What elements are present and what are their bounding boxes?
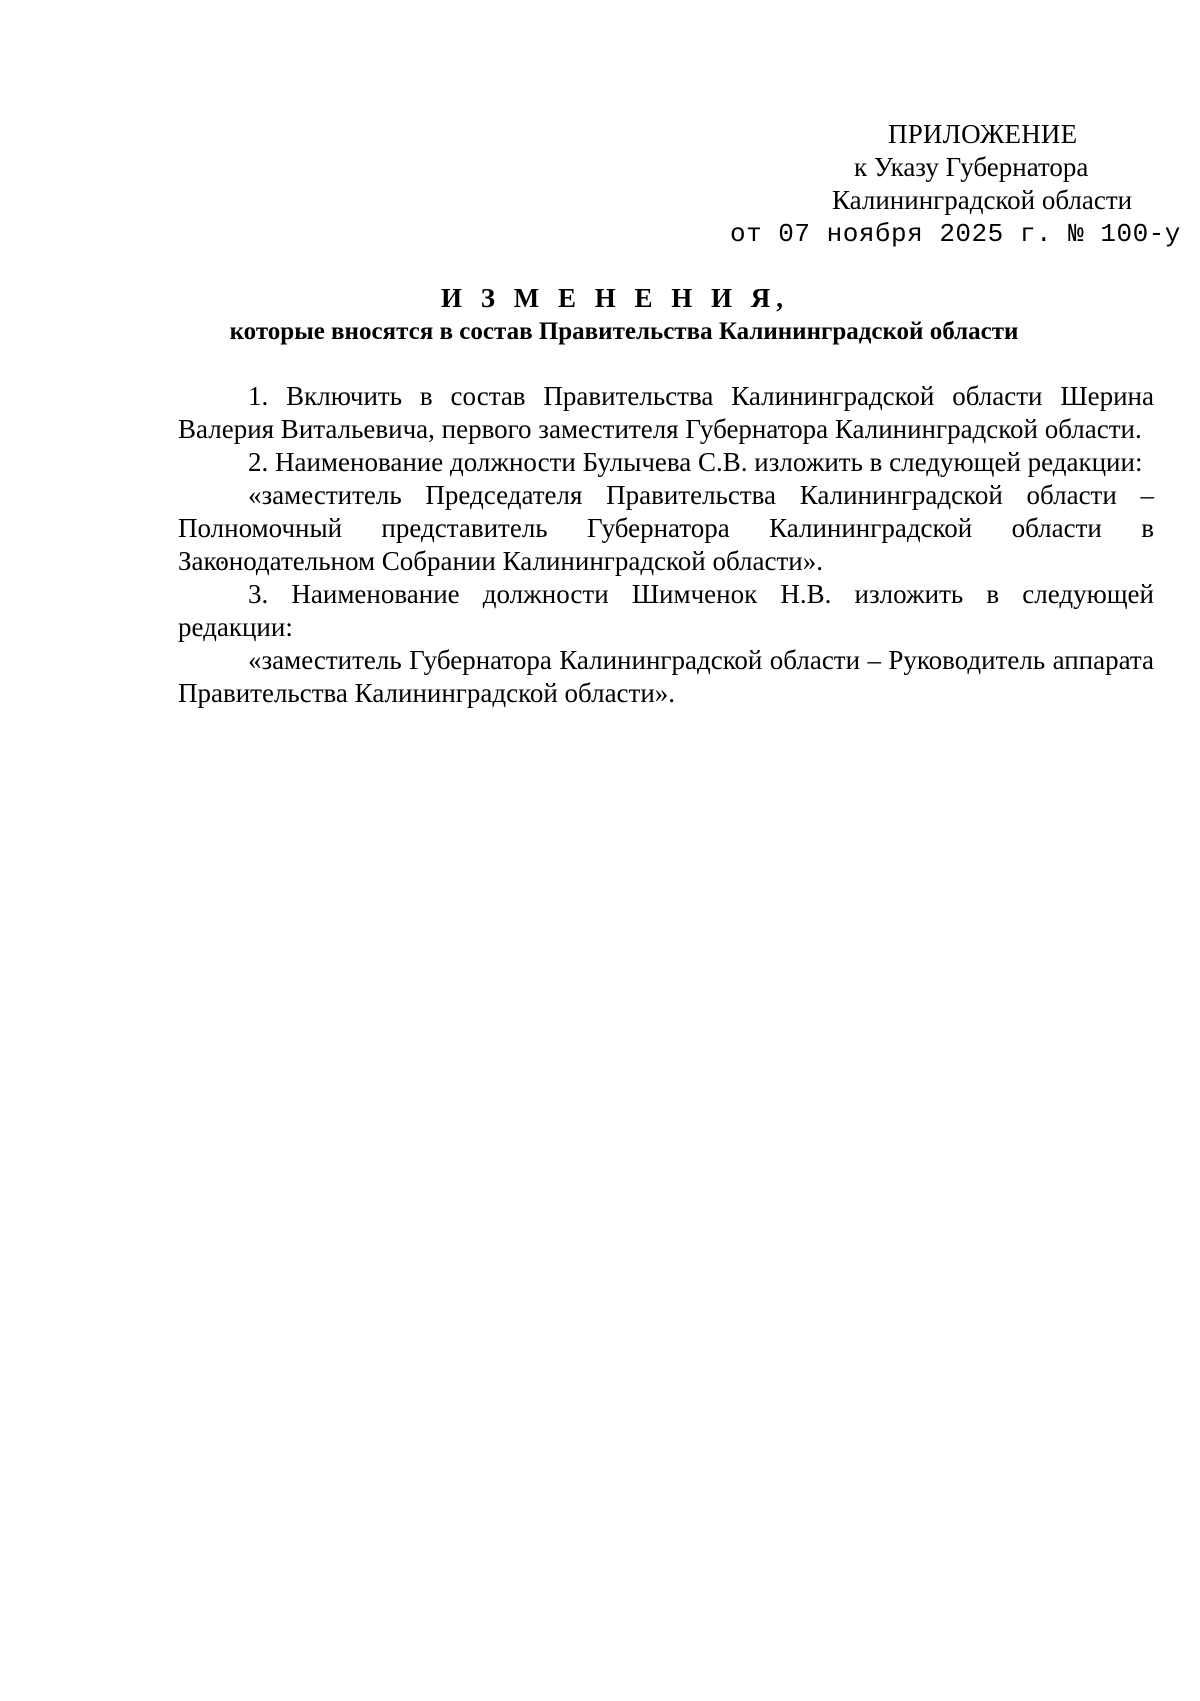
paragraph-item-2: 2. Наименование должности Булычева С.В. изложить в следующей редакции: [248,447,1143,477]
paragraph-item-3-text: «заместитель Губернатора Калининградской области – Руководитель аппарата Правительства Калининградской области». [178,645,1154,708]
document-body [178,380,1154,710]
appendix-date-number: от 07 ноября 2025 г. № 100-у [730,219,1181,249]
document-title: И З М Е Н Е Н И Я, [440,283,789,313]
document-subtitle: которые вносятся в состав Правительства Калининградской области [229,318,1019,345]
paragraph-item-2-text: «заместитель Председателя Правительства Калининградской области – Полномочный представитель Губернатора Калининградской области в Законодательном Собрании Калининградской области». [178,480,1154,576]
paragraph-item-3: 3. Наименование должности Шимченок Н.В. изложить в следующей редакции: [178,579,1154,642]
appendix-region: Калининградской области [832,185,1133,215]
appendix-title: ПРИЛОЖЕНИЕ [888,119,1078,149]
paragraph-item-1: 1. Включить в состав Правительства Калининградской области Шерина Валерия Витальевича, первого заместителя Губернатора Калининградской области. [178,381,1154,444]
document-title-block [0,282,1200,349]
appendix-decree-ref: к Указу Губернатора [854,152,1089,182]
